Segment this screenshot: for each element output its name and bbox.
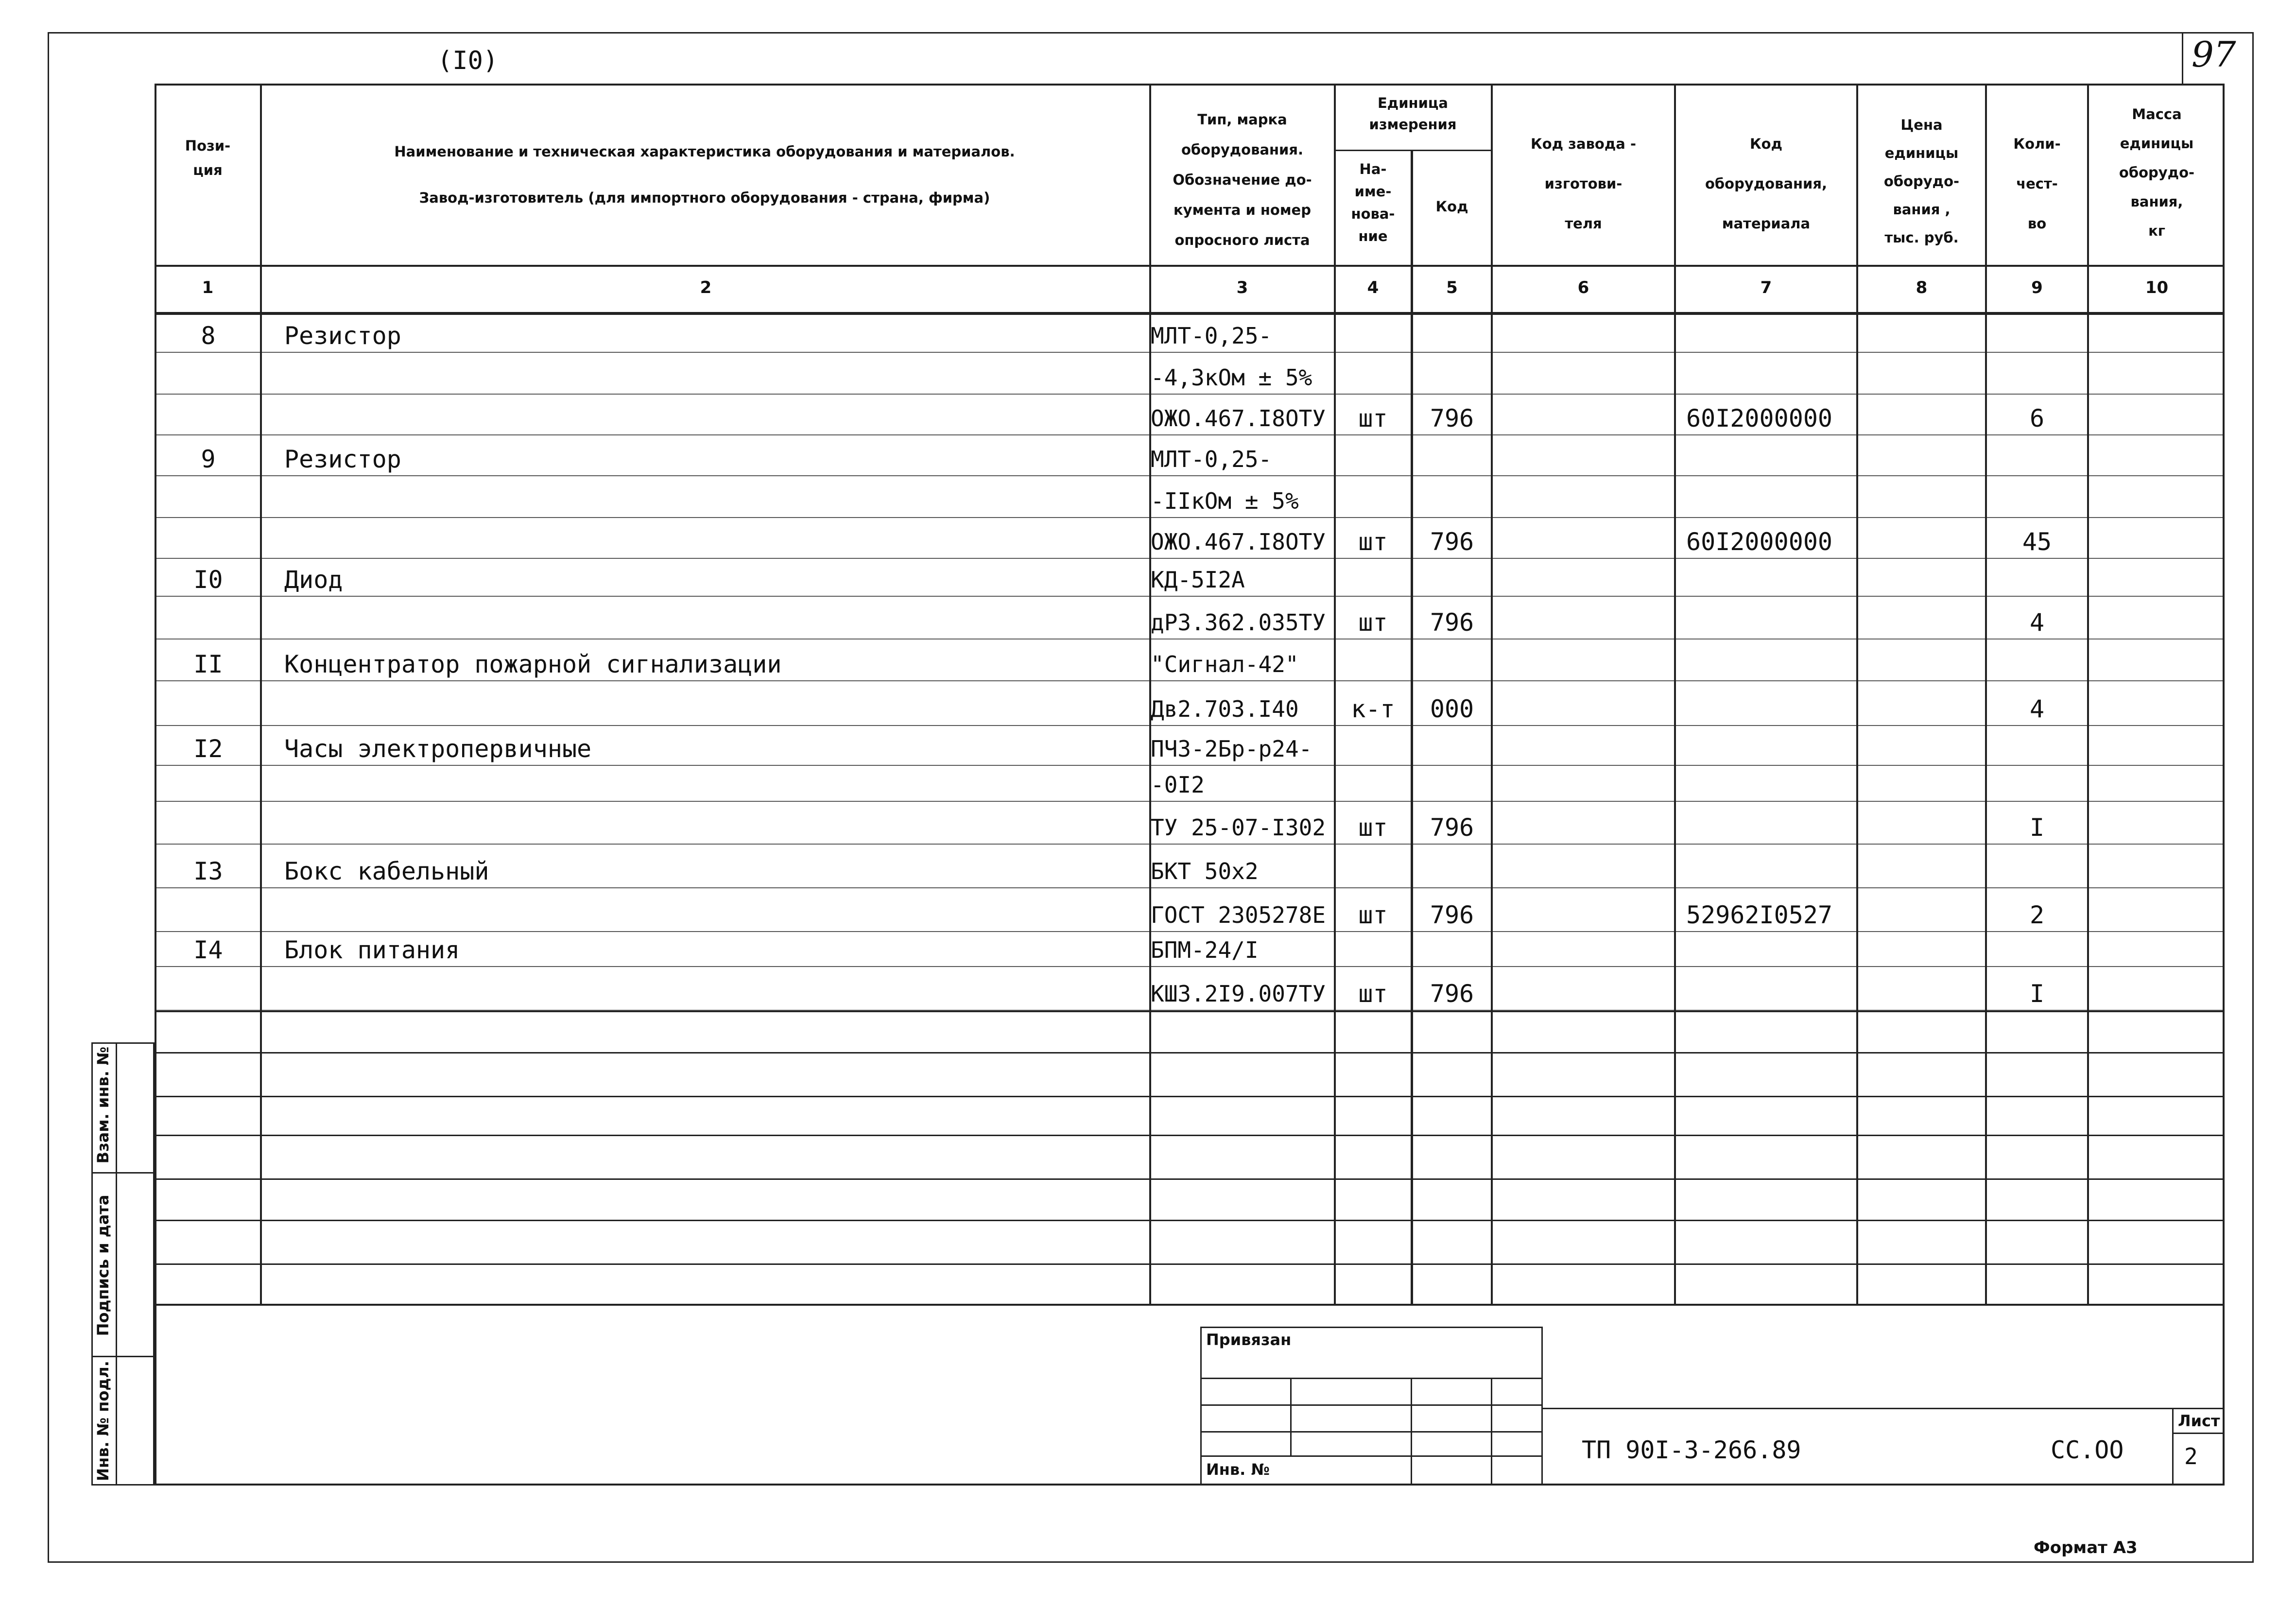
cell-name: Блок питания [284,936,460,964]
unit-group-divider [1334,150,1492,151]
inv-no-label: Инв. № [1206,1460,1270,1479]
cell-type: "Сигнал-42" [1151,651,1299,677]
page-number-divider [2182,32,2183,86]
cell-type: ТУ 25-07-I302 [1151,814,1326,841]
cell-code: 796 [1430,813,1474,842]
cell-quantity: 2 [2029,901,2045,929]
empty-row-line [155,1263,2225,1265]
side-stamp-inner [116,1042,117,1486]
empty-row-line [155,1011,2225,1012]
side-stamp-div1 [91,1172,155,1174]
header-col9: Коли- чест- во [2013,136,2061,232]
doc-code: ТП 90I-3-266.89 [1582,1436,1801,1464]
cell-unit: шт [1358,813,1388,842]
cell-type: КД-5I2А [1151,567,1245,593]
header-col1: Пози- ция [185,138,231,178]
cell-quantity: I [2029,813,2045,842]
header-divider [155,265,2225,267]
cell-type: -0I2 [1151,772,1205,798]
colnum-3: 3 [1236,278,1248,297]
format-label: Формат А3 [2034,1538,2138,1557]
cell-code: 796 [1430,980,1474,1008]
cell-position: I0 [193,566,223,594]
header-unit-group: Единица измерения [1369,95,1457,133]
page-number: 97 [2192,34,2236,75]
cell-type: ОЖО.467.I8OТУ [1151,405,1326,432]
cell-position: II [193,650,223,678]
cell-code: 000 [1430,695,1474,723]
sheet-label: Лист [2178,1412,2220,1430]
colnum-6: 6 [1577,278,1589,297]
privyazan-vline-b [1411,1378,1412,1486]
cell-type: БКТ 50х2 [1151,858,1259,884]
colnum-10: 10 [2145,278,2169,297]
empty-row-line [155,1220,2225,1221]
colnum-8: 8 [1916,278,1928,297]
cell-material-code: 60I2000000 [1686,404,1833,432]
cell-type: Дв2.703.I40 [1151,696,1299,722]
cell-code: 796 [1430,404,1474,432]
cell-quantity: I [2029,980,2045,1008]
title-block-top [1543,1408,2225,1409]
colnum-5: 5 [1446,278,1458,297]
cell-name: Концентратор пожарной сигнализации [284,650,782,678]
cell-type: БПМ-24/I [1151,937,1259,963]
empty-row-line [155,1052,2225,1054]
cell-code: 796 [1430,901,1474,929]
cell-code: 796 [1430,608,1474,637]
cell-name: Резистор [284,445,401,473]
header-col10: Масса единицы оборудо- вания, кг [2119,106,2195,239]
cell-position: 8 [201,322,216,350]
privyazan-vline-c [1491,1378,1492,1486]
cell-position: 9 [201,445,216,473]
empty-row-line [155,1096,2225,1097]
cell-position: I2 [193,735,223,763]
colnum-4: 4 [1367,278,1379,297]
sheet-number: 2 [2184,1443,2198,1469]
header-col7: Код оборудования, материала [1705,136,1828,232]
side-label-replace-inv: Взам. инв. № [94,1046,112,1164]
cell-type: КШЗ.2I9.007ТУ [1151,981,1326,1007]
cell-name: Часы электропервичные [284,735,592,763]
colnum-1: 1 [202,278,214,297]
cell-type: -4,3кОм ± 5% [1151,364,1312,391]
privyazan-label: Привязан [1206,1331,1292,1349]
cell-unit: шт [1358,528,1388,556]
cell-unit: к-т [1351,695,1395,723]
cell-type: -IIкОм ± 5% [1151,488,1299,514]
cell-quantity: 4 [2029,608,2045,637]
side-label-sign-date: Подпись и дата [94,1194,112,1336]
cell-type: ОЖО.467.I8OТУ [1151,529,1326,555]
cell-position: I4 [193,936,223,964]
cell-unit: шт [1358,980,1388,1008]
colnum-7: 7 [1760,278,1772,297]
empty-row-line [155,1178,2225,1180]
cell-position: I3 [193,857,223,885]
header-col4: На- име- нова- ние [1351,161,1395,244]
cell-quantity: 45 [2022,528,2052,556]
cell-name: Диод [284,566,343,594]
colnum-2: 2 [700,278,712,297]
cell-material-code: 52962I0527 [1686,901,1833,929]
sheet-top-label: (I0) [437,46,499,75]
sheet-box-hline [2172,1433,2225,1434]
cell-material-code: 60I2000000 [1686,528,1833,556]
header-col8: Цена единицы оборудо- вания , тыс. руб. [1883,117,1960,246]
privyazan-vline-a [1290,1378,1292,1455]
cell-unit: шт [1358,608,1388,637]
cell-type: ПЧЗ-2Бр-р24- [1151,736,1312,762]
header-col2: Наименование и техническая характеристика оборудования и материалов. Завод-изготовитель (для импортного оборудования - страна, фирма) [394,143,1015,206]
side-label-orig-inv: Инв. № подл. [94,1361,112,1481]
cell-quantity: 6 [2029,404,2045,432]
cell-type: МЛТ-0,25- [1151,323,1272,349]
cell-unit: шт [1358,404,1388,432]
cell-type: МЛТ-0,25- [1151,446,1272,472]
cell-code: 796 [1430,528,1474,556]
cell-name: Резистор [284,322,401,350]
cell-quantity: 4 [2029,695,2045,723]
cell-type: ГОСТ 2305278Е [1151,902,1326,928]
cell-type: дР3.362.035ТУ [1151,609,1326,636]
header-col6: Код завода - изготови- теля [1531,136,1636,232]
table-bottom-line [155,1304,2225,1306]
empty-row-line [155,1135,2225,1136]
header-col5: Код [1435,198,1468,215]
sheet-box-vline [2172,1408,2174,1486]
cell-name: Бокс кабельный [284,857,489,885]
colnum-9: 9 [2031,278,2043,297]
header-col3: Тип, марка оборудования. Обозначение до- кумента и номер опросного листа [1173,111,1312,248]
cell-unit: шт [1358,901,1388,929]
doc-mark: СС.ОО [2051,1436,2124,1464]
